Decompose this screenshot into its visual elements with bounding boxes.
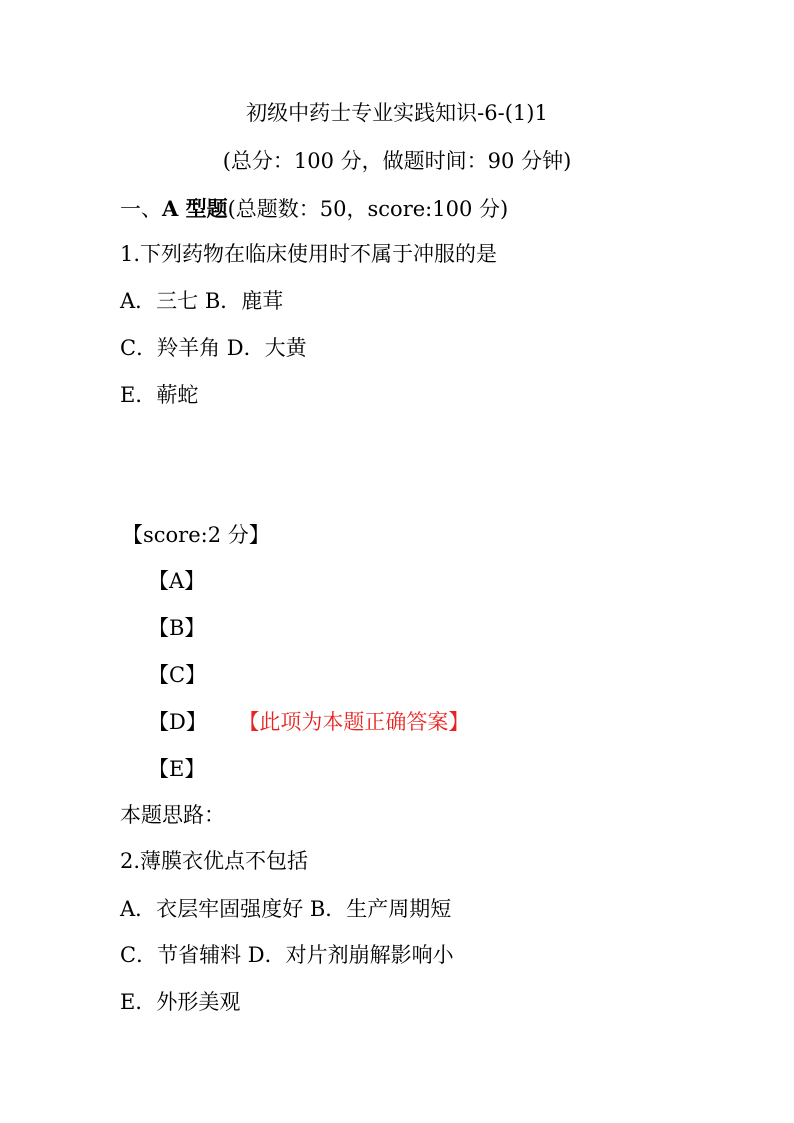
option-line: E．外形美观 [120, 990, 241, 1014]
option-line: C．节省辅料 D．对片剂崩解影响小 [120, 943, 454, 967]
correct-answer-note: 【此项为本题正确答案】 [248, 710, 470, 734]
option-line: A．衣层牢固强度好 B．生产周期短 [120, 897, 452, 921]
section-prefix: 一、 [120, 197, 162, 221]
analysis-label: 本题思路： [120, 803, 225, 827]
answer-option-d-label: 【D】 [148, 710, 207, 734]
option-line: C．羚羊角 D．大黄 [120, 336, 307, 360]
page-title: 初级中药士专业实践知识-6-(1)1 [246, 101, 548, 125]
question-stem: 1.下列药物在临床使用时不属于冲服的是 [120, 242, 498, 266]
page-subtitle: (总分：100 分，做题时间：90 分钟) [222, 149, 572, 173]
answer-option-e: 【E】 [148, 757, 206, 781]
answer-option-d [148, 709, 469, 735]
section-info: (总题数：50，score:100 分) [227, 197, 509, 221]
answer-option-c: 【C】 [148, 663, 207, 687]
option-line: E．蕲蛇 [120, 383, 199, 407]
section-type-label: A 型题 [162, 196, 228, 221]
section-heading [120, 196, 508, 222]
answer-option-a: 【A】 [148, 569, 206, 593]
score-label: 【score:2 分】 [122, 523, 270, 547]
answer-option-b: 【B】 [148, 616, 206, 640]
question-stem: 2.薄膜衣优点不包括 [120, 849, 309, 873]
option-line: A．三七 B．鹿茸 [120, 289, 284, 313]
